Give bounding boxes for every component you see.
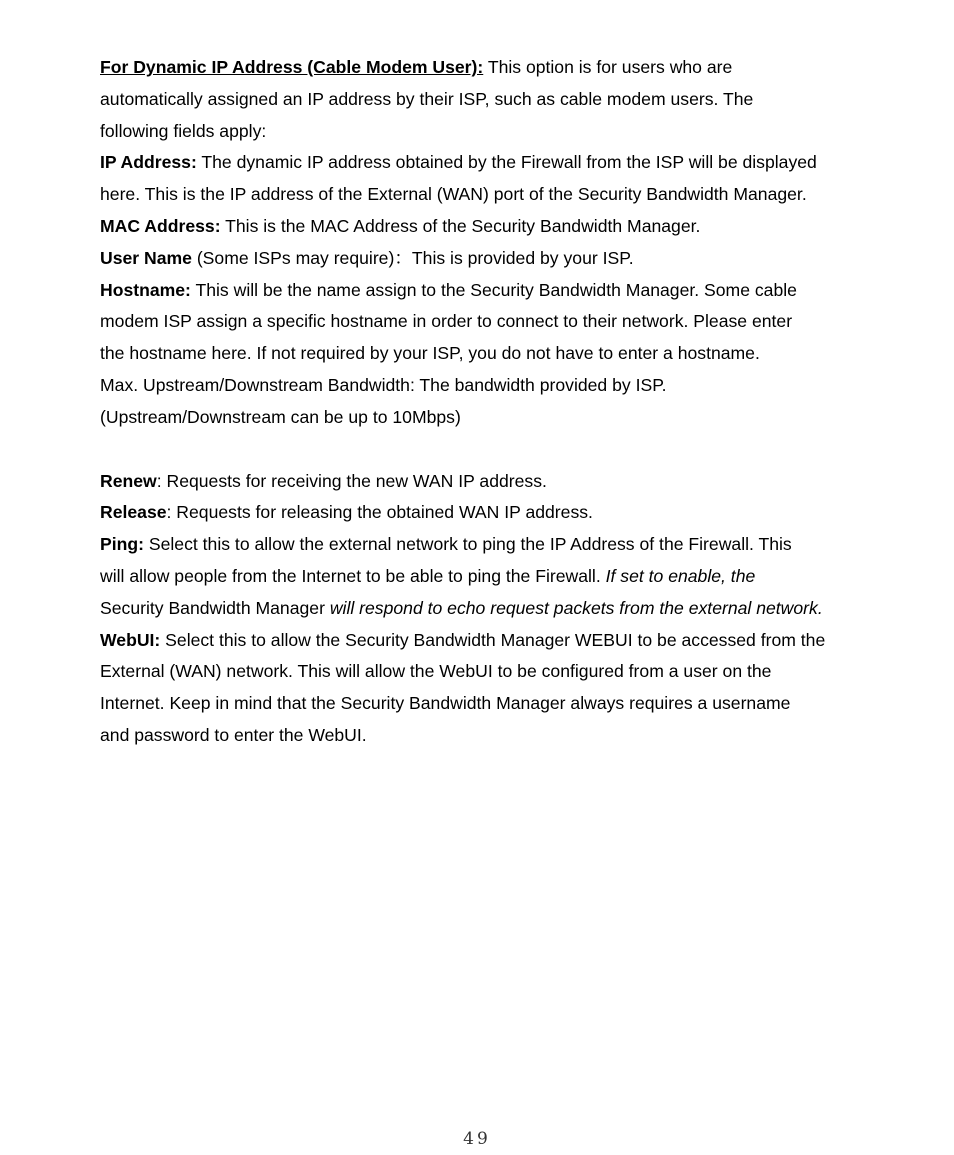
hostname-line-1 — [100, 275, 920, 307]
mac-address-line — [100, 211, 920, 243]
dynamic-ip-paragraph-line-1 — [100, 52, 920, 84]
ping-label: Ping: — [100, 534, 144, 555]
dynamic-ip-heading: For Dynamic IP Address (Cable Modem User): — [100, 57, 484, 77]
renew-label: Renew — [100, 470, 157, 491]
ping-line-1 — [100, 529, 920, 561]
hostname-line-3: the hostname here. If not required by your ISP, you do not have to enter a hostname. — [100, 343, 760, 364]
bandwidth-line-2: (Upstream/Downstream can be up to 10Mbps) — [100, 406, 461, 427]
hostname-text: This will be the name assign to the Security Bandwidth Manager. Some cable — [190, 279, 797, 300]
ping-text: Select this to allow the external network to ping the IP Address of the Firewall. This — [143, 534, 792, 555]
webui-line-3: Internet. Keep in mind that the Security Bandwidth Manager always requires a username — [100, 693, 791, 714]
ping-text-italic: If set to enable, the — [605, 565, 756, 586]
user-name-label: User Name — [100, 247, 192, 268]
user-name-line — [100, 243, 920, 275]
renew-text: : Requests for receiving the new WAN IP address. — [156, 470, 547, 491]
renew-line — [100, 466, 920, 498]
release-text: : Requests for releasing the obtained WAN IP address. — [166, 502, 593, 523]
dynamic-ip-paragraph-line-3: following fields apply: — [100, 120, 267, 141]
mac-address-text: This is the MAC Address of the Security Bandwidth Manager. — [220, 215, 701, 236]
ip-address-text: The dynamic IP address obtained by the Firewall from the ISP will be displayed — [196, 152, 817, 173]
ping-text-plain-2: Security Bandwidth Manager — [100, 597, 330, 618]
webui-text: Select this to allow the Security Bandwidth Manager WEBUI to be accessed from the — [160, 629, 826, 650]
bandwidth-line-1: Max. Upstream/Downstream Bandwidth: The bandwidth provided by ISP. — [100, 374, 667, 395]
paragraph-spacer — [100, 434, 920, 466]
mac-address-label: MAC Address: — [100, 215, 221, 236]
ping-text-plain: will allow people from the Internet to be able to ping the Firewall. — [100, 565, 606, 586]
page-number: 49 — [463, 1129, 491, 1149]
dynamic-ip-paragraph-line-2: automatically assigned an IP address by their ISP, such as cable modem users. The — [100, 88, 754, 109]
ping-text-italic-2: will respond to echo request packets from the external network. — [329, 597, 823, 618]
user-name-text: (Some ISPs may require)：This is provided by your ISP. — [191, 247, 634, 268]
webui-line-4: and password to enter the WebUI. — [100, 724, 367, 745]
webui-line-2: External (WAN) network. This will allow the WebUI to be configured from a user on the — [100, 661, 772, 682]
webui-line-1 — [100, 625, 920, 657]
dynamic-ip-intro: This option is for users who are — [483, 57, 733, 77]
document-body — [100, 52, 920, 752]
ip-address-line-2: here. This is the IP address of the External (WAN) port of the Security Bandwidth Manager. — [100, 184, 807, 205]
release-line — [100, 497, 920, 529]
hostname-label: Hostname: — [100, 279, 191, 300]
release-label: Release — [100, 502, 167, 523]
webui-label: WebUI: — [100, 629, 161, 650]
ping-line-3 — [100, 593, 920, 625]
ip-address-line-1 — [100, 147, 920, 179]
ip-address-label: IP Address: — [100, 152, 197, 173]
hostname-line-2: modem ISP assign a specific hostname in order to connect to their network. Please enter — [100, 311, 793, 332]
ping-line-2 — [100, 561, 920, 593]
